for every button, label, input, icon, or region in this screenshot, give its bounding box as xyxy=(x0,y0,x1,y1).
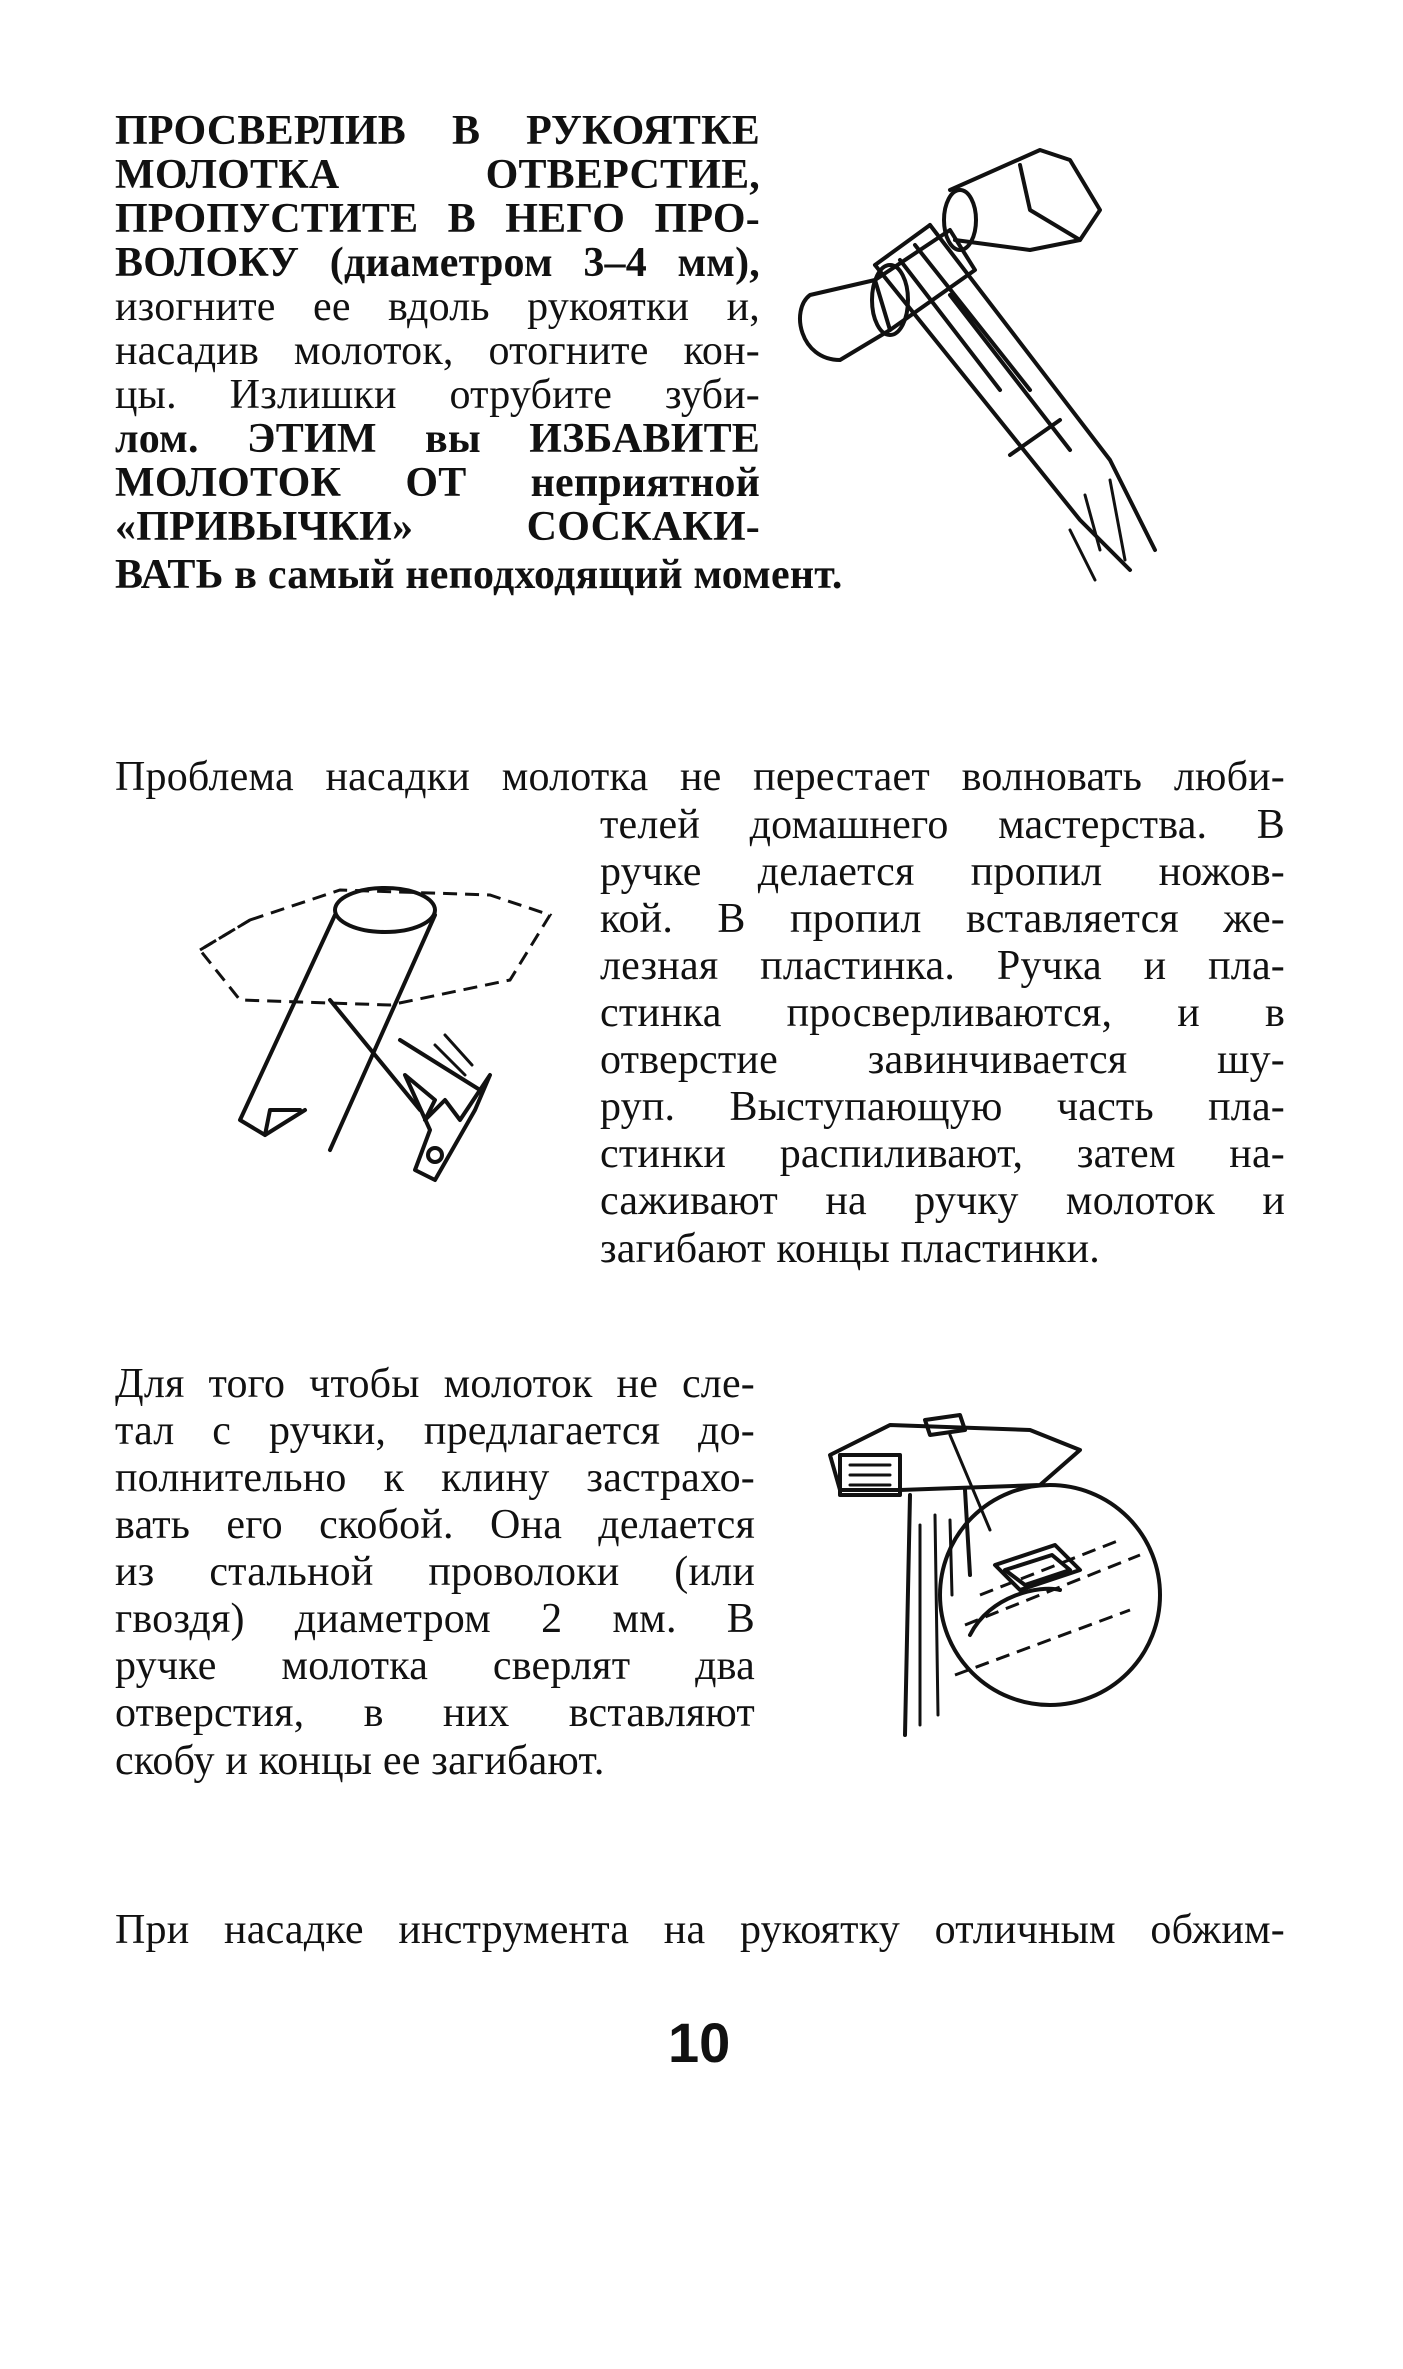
block3-line-3: полнительно к клину застрахо- xyxy=(115,1455,755,1501)
block2-line-3: ручке делается пропил ножов- xyxy=(600,849,1285,895)
block1-line-6: насадив молоток, отогните кон- xyxy=(115,328,760,374)
block2-line-4: кой. В пропил вставляется же- xyxy=(600,896,1285,942)
block3-line-1: Для того чтобы молоток не сле- xyxy=(115,1361,755,1407)
block3-line-9: скобу и концы ее загибают. xyxy=(115,1738,605,1784)
block3-line-2: тал с ручки, предлагается до- xyxy=(115,1408,755,1454)
block3-line-5: из стальной проволоки (или xyxy=(115,1549,755,1595)
block4-line: При насадке инструмента на рукоятку отличным обжим- xyxy=(115,1907,1285,1953)
block3-line-8: отверстия, в них вставляют xyxy=(115,1690,755,1736)
block3-line-4: вать его скобой. Она делается xyxy=(115,1502,755,1548)
block2-line-1: Проблема насадки молотка не перестает волновать люби- xyxy=(115,754,1285,800)
block1-line-3: ПРОПУСТИТЕ В НЕГО ПРО- xyxy=(115,196,760,242)
block1-line-1: ПРОСВЕРЛИВ В РУКОЯТКЕ xyxy=(115,108,760,154)
handle-plate-illustration xyxy=(190,860,570,1200)
block2-line-9: стинки распиливают, затем на- xyxy=(600,1131,1285,1177)
block1-line-10: «ПРИВЫЧКИ» СОСКАКИ- xyxy=(115,504,760,550)
block1-line-9: МОЛОТОК ОТ неприятной xyxy=(115,460,760,506)
block1-line-8: лом. ЭТИМ вы ИЗБАВИТЕ xyxy=(115,416,760,462)
hammer-wire-illustration xyxy=(780,130,1160,600)
block2-line-7: отверстие завинчивается шу- xyxy=(600,1037,1285,1083)
block1-line-7: цы. Излишки отрубите зуби- xyxy=(115,372,760,418)
block1-line-4: ВОЛОКУ (диаметром 3–4 мм), xyxy=(115,240,760,286)
block3-line-6: гвоздя) диаметром 2 мм. В xyxy=(115,1596,755,1642)
block1-line-2: МОЛОТКА ОТВЕРСТИЕ, xyxy=(115,152,760,198)
block3-line-7: ручке молотка сверлят два xyxy=(115,1643,755,1689)
page-number: 10 xyxy=(668,2011,731,2074)
block2-line-10: саживают на ручку молоток и xyxy=(600,1178,1285,1224)
block1-line-5: изогните ее вдоль рукоятки и, xyxy=(115,284,760,330)
block2-line-5: лезная пластинка. Ручка и пла- xyxy=(600,943,1285,989)
block2-line-2: телей домашнего мастерства. В xyxy=(600,802,1285,848)
block2-line-6: стинка просверливаются, и в xyxy=(600,990,1285,1036)
hammer-staple-illustration xyxy=(820,1395,1160,1735)
block1-line-11: ВАТЬ в самый неподходящий момент. xyxy=(115,552,843,598)
block2-line-8: руп. Выступающую часть пла- xyxy=(600,1084,1285,1130)
block2-line-11: загибают концы пластинки. xyxy=(600,1226,1100,1272)
